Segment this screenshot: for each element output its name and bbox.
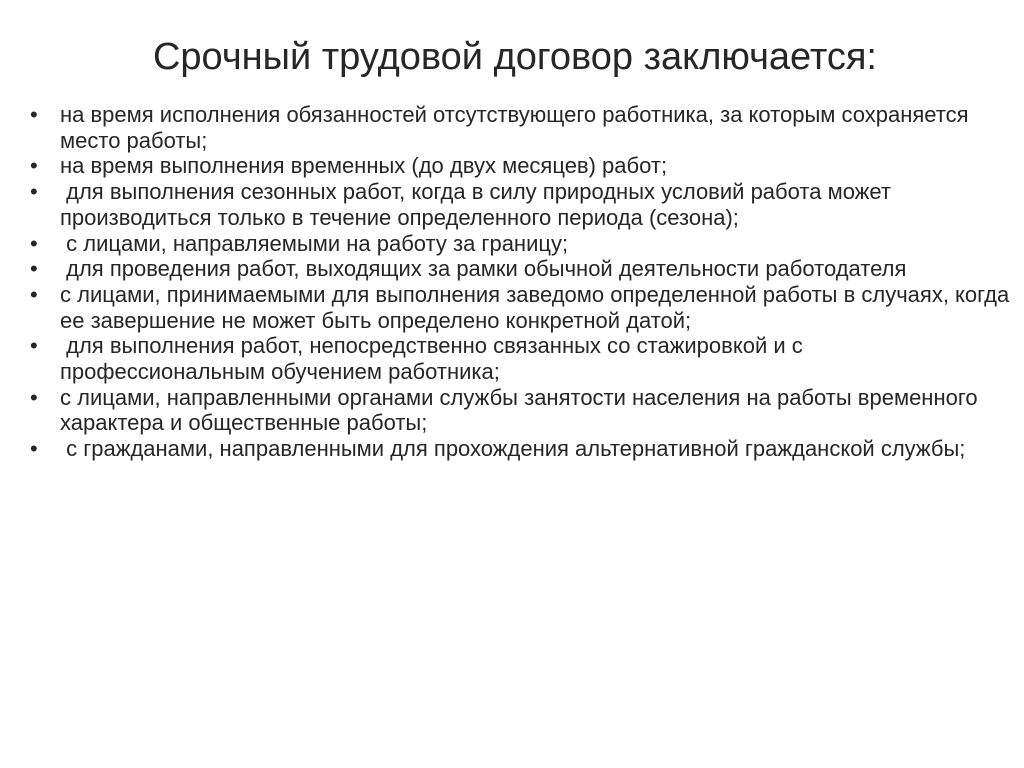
list-item	[30, 102, 1010, 153]
list-item-text: на время исполнения обязанностей отсутствующего работника, за которым сохраняется место работы;	[60, 102, 975, 153]
list-item-text: для выполнения сезонных работ, когда в силу природных условий работа может производиться только в течение определенного периода (сезона);	[60, 179, 898, 230]
list-item	[30, 281, 1016, 333]
list-item-text: для проведения работ, выходящих за рамки обычной деятельности работодателя	[60, 256, 907, 282]
bullet-icon: •	[30, 436, 38, 462]
bullet-icon: •	[30, 102, 38, 127]
list-item-text: с лицами, принимаемыми для выполнения заведомо определенной работы в случаях, когда ее завершение не может быть определено конкретной датой;	[60, 281, 1016, 333]
list-item-text: с лицами, направленными органами службы занятости населения на работы временного характера и общественные работы;	[60, 384, 984, 436]
list-item	[30, 256, 1010, 282]
list-item-text: для выполнения работ, непосредственно связанных со стажировкой и с профессиональным обучением работника;	[60, 333, 809, 385]
bullet-icon: •	[30, 384, 38, 410]
bullet-icon: •	[30, 153, 38, 179]
bullet-icon: •	[30, 281, 38, 307]
list-item	[30, 153, 1010, 179]
list-item-text: с гражданами, направленными для прохождения альтернативной гражданской службы;	[60, 436, 966, 462]
list-item	[30, 385, 1010, 436]
list-item-text: с лицами, направляемыми на работу за границу;	[60, 230, 569, 256]
list-item	[30, 333, 1010, 384]
list-item	[30, 436, 1010, 462]
bullet-icon: •	[30, 179, 38, 205]
bullet-icon: •	[30, 333, 38, 359]
bullet-icon: •	[30, 230, 38, 256]
list-item	[30, 231, 1010, 257]
slide-title: Срочный трудовой договор заключается:	[152, 36, 877, 78]
list-item-text: на время выполнения временных (до двух месяцев) работ;	[60, 153, 668, 179]
bullet-icon: •	[30, 256, 38, 282]
list-item	[30, 179, 1010, 230]
bullet-list	[30, 102, 1016, 462]
